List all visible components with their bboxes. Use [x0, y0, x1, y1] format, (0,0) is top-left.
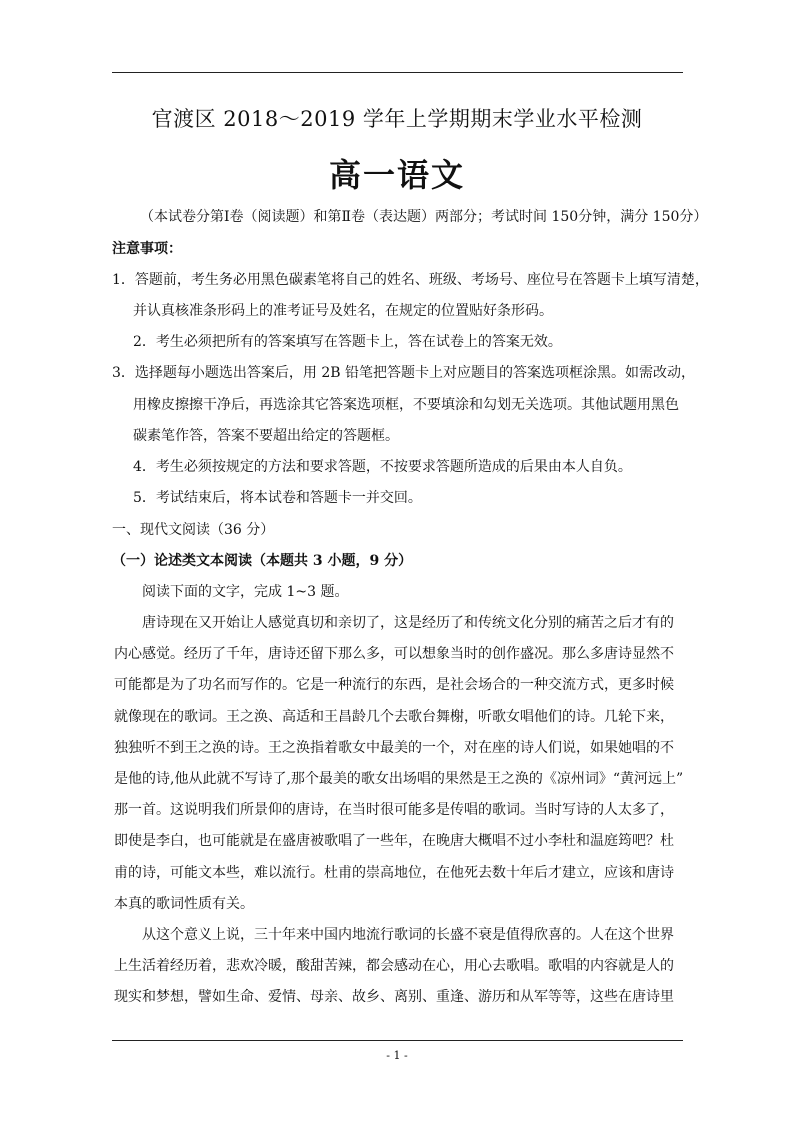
- passage-line: 那一首。这说明我们所景仰的唐诗，在当时很可能多是传唱的歌词。当时写诗的人太多了，: [114, 802, 674, 818]
- section-title: 一、现代文阅读（36 分）: [112, 522, 275, 538]
- instructions-heading: 注意事项：: [112, 241, 182, 257]
- instruction-item: 4．考生必须按规定的方法和要求答题，不按要求答题所造成的后果由本人自负。: [133, 459, 632, 475]
- passage-line: 独独听不到王之涣的诗。王之涣指着歌女中最美的一个，对在座的诗人们说，如果她唱的不: [114, 740, 674, 756]
- exam-title: 官渡区 2018～2019 学年上学期期末学业水平检测: [151, 107, 643, 131]
- passage-line: 就像现在的歌词。王之涣、高适和王昌龄几个去歌台舞榭，听歌女唱他们的诗。几轮下来，: [114, 709, 674, 725]
- exam-note: （本试卷分第Ⅰ卷（阅读题）和第Ⅱ卷（表达题）两部分；考试时间 150分钟，满分 150分）: [140, 209, 708, 225]
- passage-line: 从这个意义上说，三十年来中国内地流行歌词的长盛不衰是值得欣喜的。人在这个世界: [142, 927, 674, 943]
- page-number: - 1 -: [386, 1049, 408, 1062]
- instruction-item: 并认真核准条形码上的准考证号及姓名，在规定的位置贴好条形码。: [133, 303, 553, 319]
- instruction-item: 2．考生必须把所有的答案填写在答题卡上，答在试卷上的答案无效。: [133, 334, 562, 350]
- passage-line: 唐诗现在又开始让人感觉真切和亲切了，这是经历了和传统文化分别的痛苦之后才有的: [142, 615, 674, 631]
- passage-line: 可能都是为了功名而写作的。它是一种流行的东西，是社会场合的一种交流方式，更多时候: [114, 677, 674, 693]
- instruction-item: 碳素笔作答，答案不要超出给定的答题框。: [133, 428, 399, 444]
- passage-line: 内心感觉。经历了千年，唐诗还留下那么多，可以想象当时的创作盛况。那么多唐诗显然不: [114, 646, 674, 662]
- reading-prompt: 阅读下面的文字，完成 1~3 题。: [142, 584, 349, 600]
- instruction-item: 用橡皮擦擦干净后，再选涂其它答案选项框，不要填涂和勾划无关选项。其他试题用黑色: [133, 397, 679, 413]
- passage-line: 甫的诗，可能文本些，难以流行。杜甫的崇高地位，在他死去数十年后才建立，应该和唐诗: [114, 865, 674, 881]
- section-subtitle: （一）论述类文本阅读（本题共 3 小题，9 分）: [112, 553, 413, 569]
- subject-title: 高一语文: [328, 156, 465, 194]
- instruction-item: 3．选择题每小题选出答案后，用 2B 铅笔把答题卡上对应题目的答案选项框涂黑。如需改动，: [112, 365, 696, 381]
- instruction-item: 1．答题前，考生务必用黑色碳素笔将自己的姓名、班级、考场号、座位号在答题卡上填写清楚，: [112, 272, 709, 288]
- passage-line: 上生活着经历着，悲欢冷暖，酸甜苦辣，都会感动在心，用心去歌唱。歌唱的内容就是人的: [114, 958, 674, 974]
- instruction-item: 5．考试结束后，将本试卷和答题卡一并交回。: [133, 490, 422, 506]
- header-rule: [112, 72, 683, 73]
- passage-line: 现实和梦想，譬如生命、爱情、母亲、故乡、离别、重逢、游历和从军等等，这些在唐诗里: [114, 989, 674, 1005]
- passage-line: 本真的歌词性质有关。: [114, 896, 254, 912]
- passage-line: 即使是李白，也可能就是在盛唐被歌唱了一些年，在晚唐大概唱不过小李杜和温庭筠吧？杜: [114, 833, 674, 849]
- passage-line: 是他的诗,他从此就不写诗了,那个最美的歌女出场唱的果然是王之涣的《凉州词》“黄河远上”: [114, 771, 684, 787]
- footer-rule: [112, 1040, 683, 1041]
